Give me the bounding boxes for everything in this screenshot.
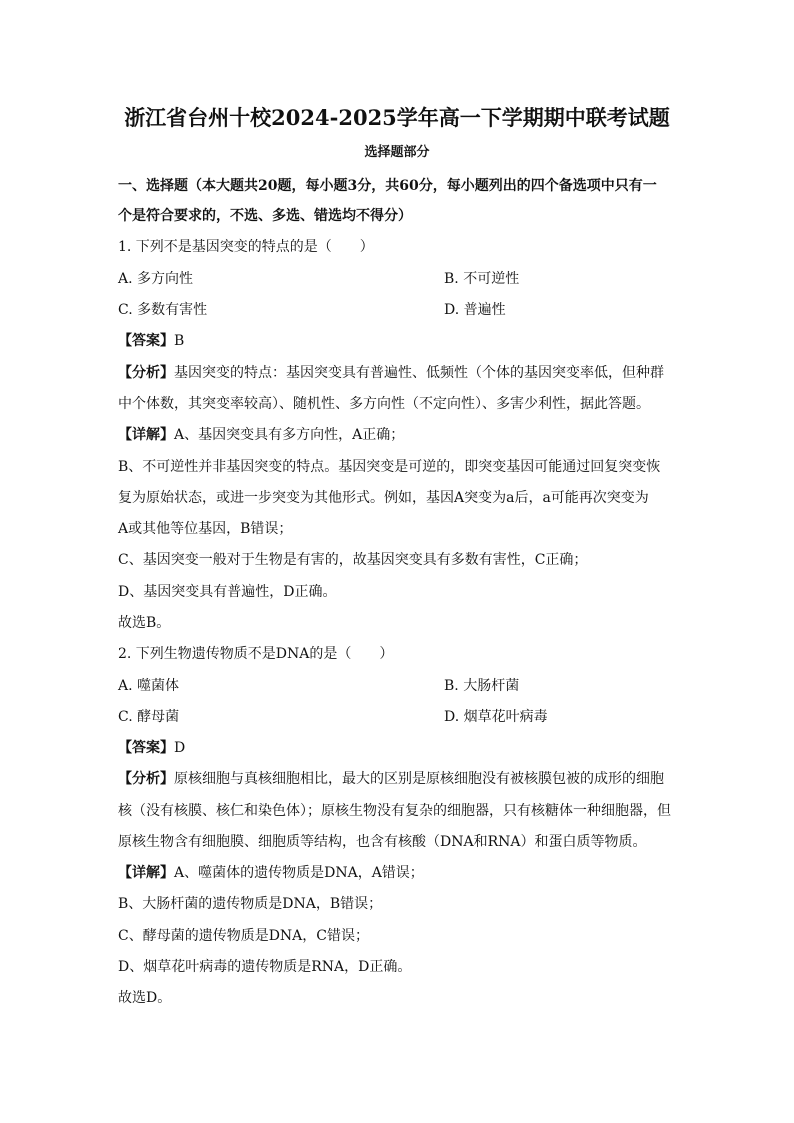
q1-conclusion: 故选B。 <box>118 615 171 631</box>
q1-detail-line-4: A或其他等位基因，B错误； <box>118 521 293 537</box>
q1-answer-label: 【答案】 <box>118 333 174 349</box>
q1-detail-line-1: 【详解】A、基因突变具有多方向性，A正确； <box>118 427 405 443</box>
q2-detail-line-4: D、烟草花叶病毒的遗传物质是RNA，D正确。 <box>118 959 412 975</box>
q1-option-c: C. 多数有害性 <box>118 302 208 318</box>
q2-stem: 2. 下列生物遗传物质不是DNA的是（ ） <box>118 646 394 662</box>
q2-answer-value: D <box>174 740 186 756</box>
q1-analysis-line-1: 【分析】基因突变的特点：基因突变具有普遍性、低频性（个体的基因突变率低，但种群 <box>118 365 664 381</box>
q1-detail-label: 【详解】 <box>118 427 174 443</box>
q1-option-d: D. 普遍性 <box>444 302 506 318</box>
q1-answer-value: B <box>174 333 185 349</box>
q2-conclusion: 故选D。 <box>118 990 172 1006</box>
q1-detail-line-2: B、不可逆性并非基因突变的特点。基因突变是可逆的，即突变基因可能通过回复突变恢 <box>118 459 661 475</box>
q1-detail-line-5: C、基因突变一般对于生物是有害的，故基因突变具有多数有害性，C正确； <box>118 552 588 568</box>
q1-option-b: B. 不可逆性 <box>444 271 520 287</box>
q2-option-c: C. 酵母菌 <box>118 709 180 725</box>
q1-option-a: A. 多方向性 <box>118 271 194 287</box>
q1-detail-line-3: 复为原始状态，或进一步突变为其他形式。例如，基因A突变为a后，a可能再次突变为 <box>118 490 649 506</box>
q2-analysis-line-3: 原核生物含有细胞膜、细胞质等结构，也含有核酸（DNA和RNA）和蛋白质等物质。 <box>118 834 647 850</box>
q2-detail-line-2: B、大肠杆菌的遗传物质是DNA，B错误； <box>118 896 383 912</box>
q2-option-d: D. 烟草花叶病毒 <box>444 709 548 725</box>
q2-detail-line-1: 【详解】A、噬菌体的遗传物质是DNA，A错误； <box>118 865 424 881</box>
section-subtitle: 选择题部分 <box>364 145 430 160</box>
q2-answer <box>118 739 185 757</box>
section-heading-line-1: 一、选择题（本大题共20题，每小题3分，共60分，每小题列出的四个备选项中只有一 <box>118 178 657 194</box>
section-heading-line-2: 个是符合要求的，不选、多选、错选均不得分） <box>118 208 412 224</box>
q2-option-a: A. 噬菌体 <box>118 678 180 694</box>
q2-answer-label: 【答案】 <box>118 740 174 756</box>
q2-analysis-line-2: 核（没有核膜、核仁和染色体）；原核生物没有复杂的细胞器，只有核糖体一种细胞器，但 <box>118 803 671 819</box>
q2-option-b: B. 大肠杆菌 <box>444 678 520 694</box>
q1-stem: 1. 下列不是基因突变的特点的是（ ） <box>118 239 374 255</box>
q1-answer <box>118 332 184 350</box>
q1-detail-line-6: D、基因突变具有普遍性，D正确。 <box>118 584 337 600</box>
q2-analysis-line-1: 【分析】原核细胞与真核细胞相比，最大的区别是原核细胞没有被核膜包被的成形的细胞 <box>118 771 664 787</box>
document-title: 浙江省台州十校2024-2025学年高一下学期期中联考试题 <box>124 105 670 130</box>
q2-analysis-label: 【分析】 <box>118 771 174 787</box>
q2-detail-label: 【详解】 <box>118 865 174 881</box>
q2-detail-line-3: C、酵母菌的遗传物质是DNA，C错误； <box>118 928 370 944</box>
q1-analysis-line-2: 中个体数，其突变率较高）、随机性、多方向性（不定向性）、多害少利性，据此答题。 <box>118 396 650 412</box>
q1-analysis-label: 【分析】 <box>118 365 174 381</box>
